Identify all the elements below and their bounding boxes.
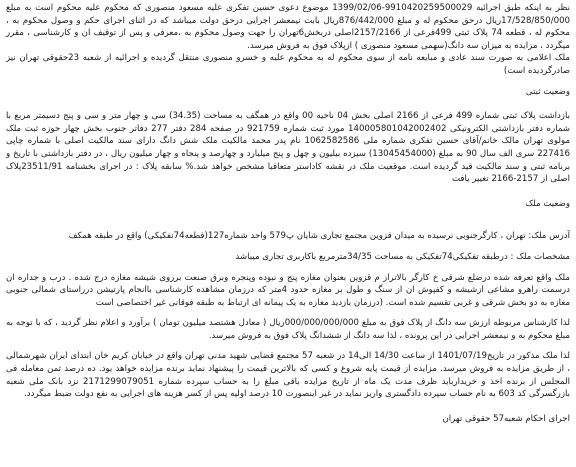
registration-status-paragraph: بازداشت پلاک ثبتی شماره 499 فرعی از 2166 اصلی بخش 04 ناحیه 00 واقع در همگف به مساحت (34.35) سی و چهار متر و سی و پنج دسیمتر مربع با شماره دفتر بازداشتی الکترونیکی 140005801042002402 مورد ثبت شماره 921759 در صفحه 284 دفتر 277 دفاتر جنوب بخش چهار حوزه ثبت ملک مولوی تهران مالک خانم/آقای حسین تفکری شماره ملی 1062582586 نام پدر محمد مالکیت ملک شش دانگ دارای سند مالکیت اصلی با شماره چاپی 227416 سری الف سال 90 به مبلغ (13045454000) سیزده بیلیون و چهل و پنج میلیارد و چهارصد و پنجاه و چهار میلیون ریال ، در دفتر بازداشتی با تاریخ و برنامه ثبتی و سند مالکیت قید گردیده است. موقعیت ملک در نقشه کاداستر متعاقبا مشخص خواهد شد.% سابقه پلاک : در اجرای بخشنامه 23511/91پلاک اصلی از 2157-2166 تغییر یافت	[6, 111, 571, 185]
notice-paragraph: ملک اعلامی به صورت سند عادی و مبایعه نامه از سوی محکوم له به محکوم علیه و خسرو منصوری منتقل گردیده و اجرائیه از شعبه 23حقوقی تهران نیز صادرگردیده است)	[6, 53, 570, 76]
spacer	[6, 309, 570, 317]
spacer	[6, 98, 570, 110]
specs-paragraph: مشخصات ملک : درطبقه تفکیکی74تفکیکی به مساحت 34/35مترمربع باکاربری تجاری میباشد	[235, 251, 570, 262]
spacer	[6, 210, 570, 230]
auction-paragraph: لذا ملک مذکور در تاریخ1401/07/19 از ساعت 14/30 الی14 در شعبه 57 مجتمع قضایی شهید مدنی تهران واقع در خیابان کریم خان ابتدای ایران شهرشمالی ، از طریق مزایده به فروش میرسد. مزایده از قیمت پایه شروع و کسی که بالاترین قیمت را پیشنهاد نماید برنده مزایده خواهد بود. ده درصد ثمن معامله فی المجلس از برنده اخذ و خریدارباید ظرف مدت یک ماه از تاریخ مزایده باقی مبلغ را به حساب سپرده شماره 2171299079051 نزد بانک ملی شعبه بازرگسرگی کد 603 به نام حساب سپرده دادگستری واریز نماید در غیر اینصورت 10 درصد اولیه پس از کسر هزینه های اجرایی به نفع دولت ضبط میگردد.	[6, 351, 570, 400]
description-paragraph: ملک واقع تعرفه شده درضلع شرقی خ کارگر بالاتراز م قزوین بعنوان مغازه پنج و نبوده وپنجره وبرق صنعت برروی شیشه مغازه درج شده . درب و جداره ان درسمت راهرو مشاعی ازشیشه و کفپوش ان از سنگ و طول بر مغازه حدود 4متر که درزمان مشاهده کارشناسی باانجام پارتیشن درراستای شمالی جنوبی مغازه به دو بخش شرقی و غربی تقسیم شده است. (درزمان بازدید مغازه به یک پیمانه ای ارتباط به طبقه فوقانی غیر اختصاصی است	[6, 272, 570, 308]
registration-status-heading: وضعیت ثبتی	[525, 86, 570, 97]
spacer	[6, 243, 570, 251]
property-status-heading: وضعیت ملک	[525, 198, 570, 209]
signature-line: اجرای احکام شعبه57 حقوقی تهران	[442, 413, 570, 424]
spacer	[6, 78, 570, 86]
valuation-paragraph: لذا کارشناس مربوطه ارزش سه دانگ از پلاک فوق به مبلغ 000/000/000/000ریال ( معادل هشتصد میلیون تومان ) برآورد و اعلام نظر گردید ، که با توجه به مبلغ محکوم به و نیمعشر اجرایی در این پرونده ، لذا سه دانگ از ششدانگ پلاک فوق به فروش میرسد.	[6, 318, 570, 341]
address-paragraph: آدرس ملک: تهران ، کارگرجنوبی نرسیده به میدان قزوین مجتمع تجاری شایان پ579 واحد شماره127(قطعه74تفکیکی) واقع در طبقه همکف	[68, 231, 570, 242]
spacer	[6, 342, 570, 350]
spacer	[6, 401, 570, 413]
intro-paragraph: نظر به اینکه طبق اجرائیه 9910420259500029-1399/02/06 موضوع دعوی حسین تفکری علیه مسعود منصوری که محکوم علیه محکوم است به مبلغ 17/528/850/000ریال درحق محکوم له و مبلغ 876/442/000ریال بابت نیمعشر اجرایی درحق دولت میباشد که در اثنای اجرای حکم و وصول محکوم به ، محکوم له ، قطعه 74 پلاک ثبتی 499فرعی از 2157/2166اصلی دربخش6تهران را جهت وصول محکوم به ،معرفی و پس از توقیف ان و کارشناسی ، مقرر میگردد ، مزایده به میزان سه دانگ(سهمی مسعود منصوری ) ازپلاک فوق به فروش میرسد.	[6, 3, 571, 51]
spacer	[6, 264, 570, 272]
spacer	[6, 186, 570, 198]
